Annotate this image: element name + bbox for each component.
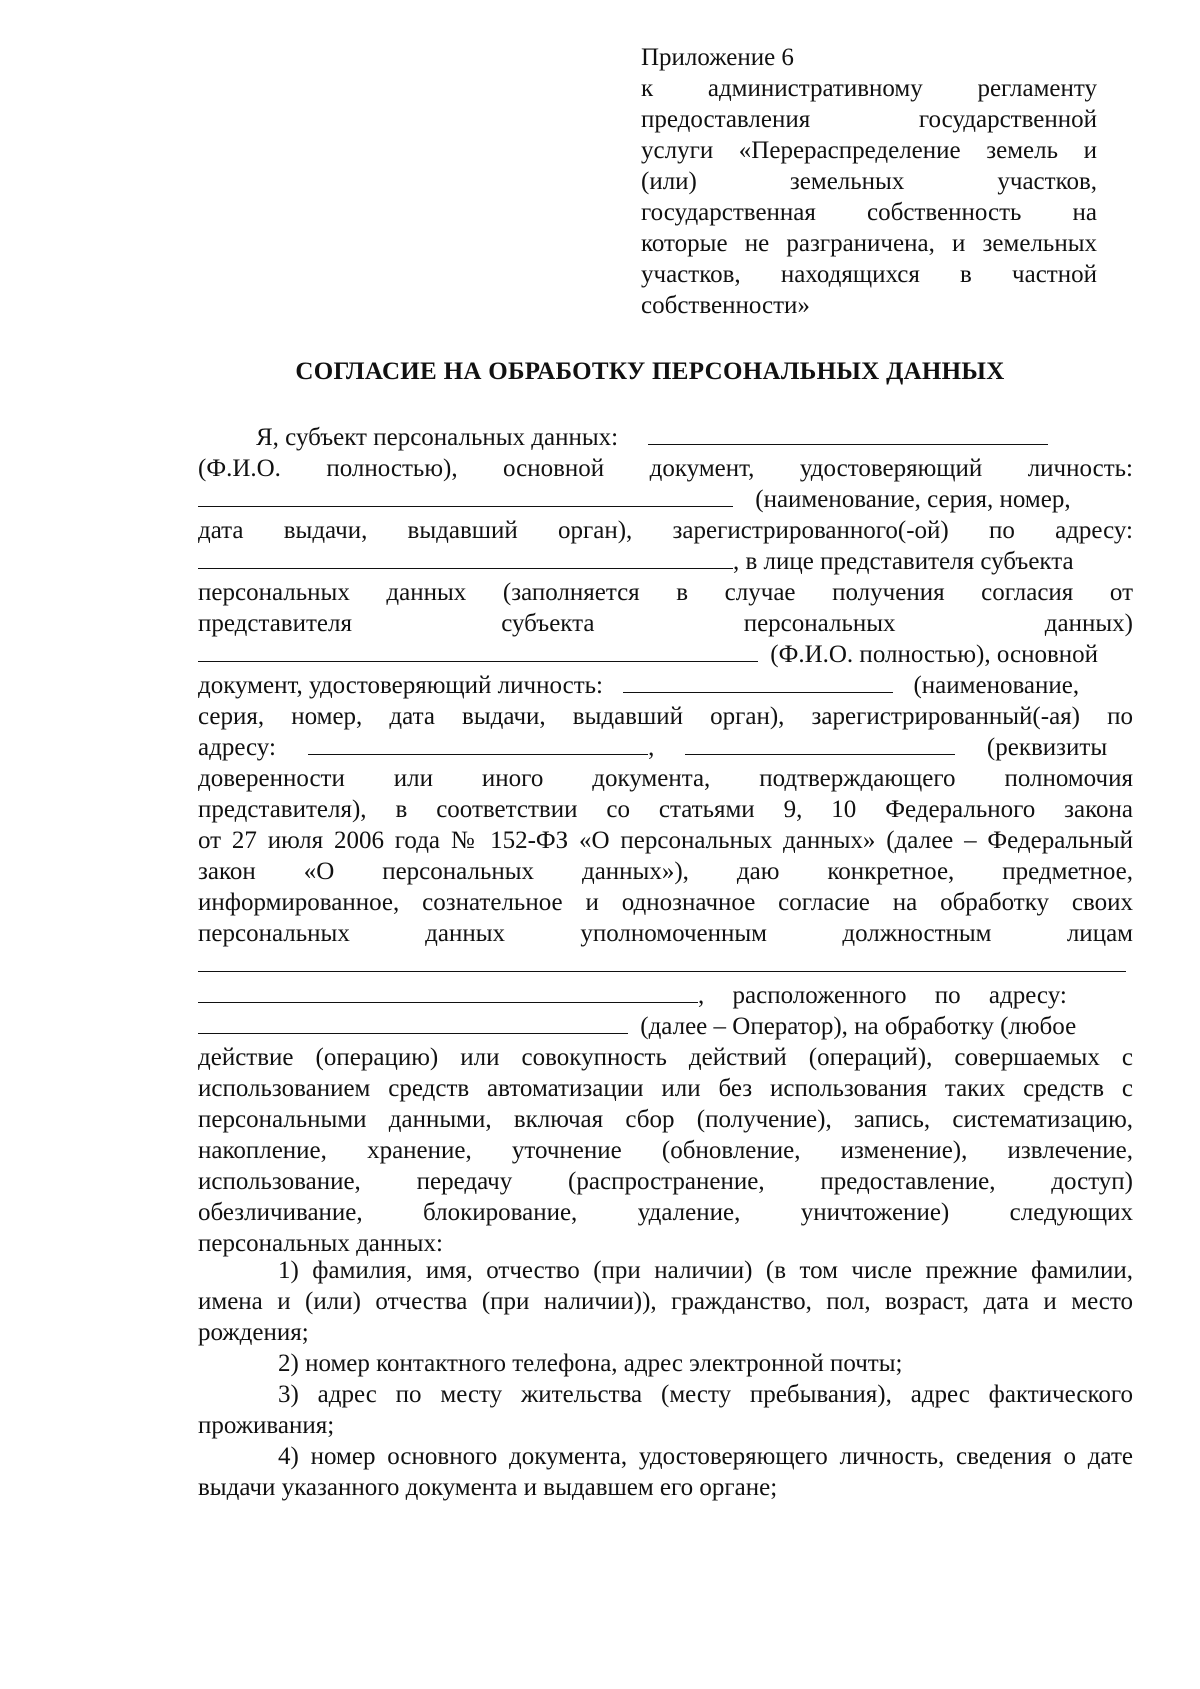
body-line: представителя), в соответствии со статьями 9, 10 Федерального закона (198, 796, 1133, 823)
body-text-fragment: (Ф.И.О. полностью), основной (770, 641, 1099, 668)
body-text-fragment: (реквизиты (986, 734, 1108, 761)
body-line: персональными данными, включая сбор (получение), запись, систематизацию, (198, 1106, 1133, 1133)
body-line: закон «О персональных данных»), даю конкретное, предметное, (198, 858, 1133, 885)
body-line: действие (операцию) или совокупность действий (операций), совершаемых с (198, 1044, 1133, 1071)
appendix-line: Приложение 6 (641, 44, 794, 71)
list-item: выдачи указанного документа и выдавшем его органе; (198, 1474, 778, 1501)
list-item: 1) фамилия, имя, отчество (при наличии) (в том числе прежние фамилии, (278, 1257, 1133, 1284)
list-item: рождения; (198, 1319, 309, 1346)
body-line (198, 546, 1133, 577)
appendix-line: к административному регламенту (641, 75, 1097, 102)
body-text-fragment: (далее – Оператор), на обработку (любое (640, 1013, 1077, 1040)
body-line: обезличивание, блокирование, удаление, уничтожение) следующих (198, 1199, 1133, 1226)
appendix-line: предоставления государственной (641, 106, 1097, 133)
list-item: 3) адрес по месту жительства (месту пребывания), адрес фактического (278, 1381, 1133, 1408)
list-item: имена и (или) отчества (при наличии)), гражданство, пол, возраст, дата и место (198, 1288, 1133, 1315)
body-line: накопление, хранение, уточнение (обновление, изменение), извлечение, (198, 1137, 1133, 1164)
consent-body (198, 422, 1133, 1259)
body-line: от 27 июля 2006 года № 152-ФЗ «О персональных данных» (далее – Федеральный (198, 827, 1133, 854)
representative-name-blank[interactable] (198, 639, 758, 662)
body-line: серия, номер, дата выдачи, выдавший орган), зарегистрированный(-ая) по (198, 703, 1133, 730)
body-line (198, 639, 1133, 670)
appendix-line: услуги «Перераспределение земель и (641, 137, 1097, 164)
body-text-fragment: , (648, 734, 655, 761)
official-blank[interactable] (198, 949, 1126, 972)
body-line (198, 484, 1133, 515)
personal-data-list (198, 1255, 1133, 1503)
body-text-fragment: , расположенного по адресу: (698, 982, 1067, 1009)
body-line: (Ф.И.О. полностью), основной документ, удостоверяющий личность: (198, 455, 1133, 482)
body-line: информированное, сознательное и однозначное согласие на обработку своих (198, 889, 1133, 916)
document-details-blank[interactable] (198, 484, 733, 507)
body-line: персональных данных (заполняется в случае получения согласия от (198, 579, 1133, 606)
body-text-fragment: адресу: (198, 734, 276, 761)
list-item: 4) номер основного документа, удостоверяющего личность, сведения о дате (278, 1443, 1133, 1470)
appendix-line: участков, находящихся в частной (641, 261, 1097, 288)
body-text-fragment: Я, субъект персональных данных: (256, 424, 619, 451)
list-item: проживания; (198, 1412, 335, 1439)
list-item: 2) номер контактного телефона, адрес электронной почты; (278, 1350, 903, 1377)
body-line: дата выдачи, выдавший орган), зарегистрированного(-ой) по адресу: (198, 517, 1133, 544)
appendix-line: (или) земельных участков, (641, 168, 1097, 195)
subject-name-blank[interactable] (648, 422, 1048, 445)
body-line (198, 422, 1133, 453)
body-text-fragment: , в лице представителя субъекта (733, 548, 1074, 575)
body-line: использование, передачу (распространение, предоставление, доступ) (198, 1168, 1133, 1195)
body-line: доверенности или иного документа, подтверждающего полномочия (198, 765, 1133, 792)
representative-address-blank[interactable] (308, 732, 648, 755)
body-line: персональных данных: (198, 1230, 443, 1257)
representative-address-extra-blank[interactable] (685, 732, 955, 755)
appendix-line: государственная собственность на (641, 199, 1097, 226)
body-text-fragment: документ, удостоверяющий личность: (198, 672, 603, 699)
body-line: представителя субъекта персональных данных) (198, 610, 1133, 637)
body-line (198, 732, 1133, 763)
body-line (198, 670, 1133, 701)
body-line: использованием средств автоматизации или без использования таких средств с (198, 1075, 1133, 1102)
body-line (198, 949, 1133, 980)
body-text-fragment: (наименование, (913, 672, 1080, 699)
address-blank[interactable] (198, 546, 733, 569)
document-title: СОГЛАСИЕ НА ОБРАБОТКУ ПЕРСОНАЛЬНЫХ ДАННЫХ (295, 358, 1005, 385)
body-line (198, 980, 1133, 1011)
body-line: персональных данных уполномоченным должностным лицам (198, 920, 1133, 947)
body-line (198, 1011, 1133, 1042)
operator-blank[interactable] (198, 980, 698, 1003)
body-text-fragment: (наименование, серия, номер, (755, 486, 1071, 513)
appendix-line: которые не разграничена, и земельных (641, 230, 1097, 257)
operator-address-blank[interactable] (198, 1011, 628, 1034)
appendix-line: собственности» (641, 292, 810, 319)
appendix-header (641, 42, 1097, 321)
representative-document-blank[interactable] (623, 670, 893, 693)
